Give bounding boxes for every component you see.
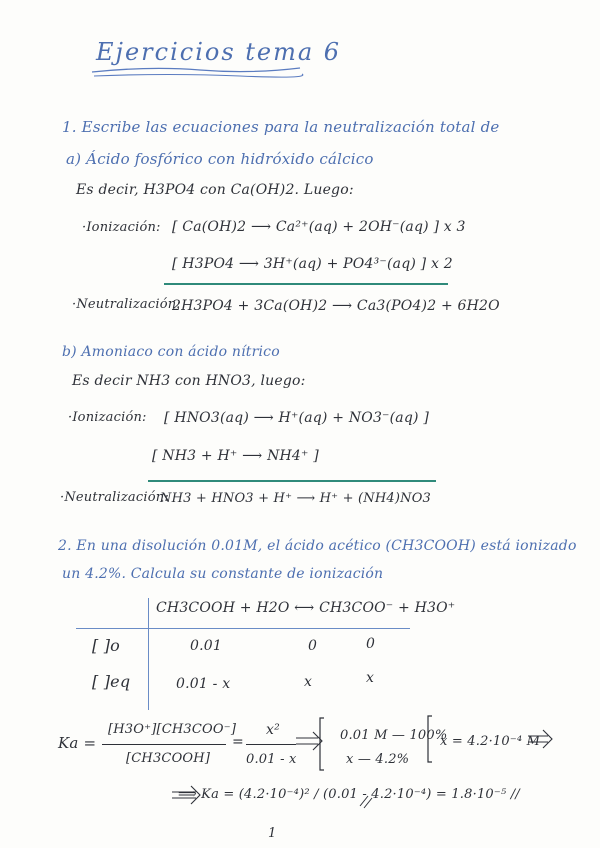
q2-statement-line2: un 4.2%. Calcula su constante de ionización (62, 566, 384, 582)
x-fraction-denominator: 0.01 - x (246, 752, 297, 767)
ice-row-initial-label: [ ]o (92, 636, 121, 655)
q1a-ionizacion-label: ·Ionización: (82, 220, 161, 235)
q1b-ionization-eq1: [ HNO3(aq) ⟶ H⁺(aq) + NO3⁻(aq) ] (164, 410, 429, 426)
q1b-neutralizacion-label: ·Neutralización: (60, 490, 169, 505)
q1a-heading: a) Ácido fosfórico con hidróxido cálcico (66, 150, 374, 168)
ice-table-header: CH3COOH + H2O ⟷ CH3COO⁻ + H3O⁺ (156, 600, 456, 616)
q1-statement-line1: 1. Escribe las ecuaciones para la neutralización total de (62, 118, 500, 136)
q1a-neutralizacion-label: ·Neutralización: (72, 297, 181, 312)
ice-row-initial-c3: 0 (366, 636, 376, 652)
proportion-line2: x — 4.2% (346, 752, 410, 767)
ka-equals: = (232, 734, 244, 750)
proportion-line1: 0.01 M — 100% (340, 728, 448, 743)
q1b-neutralization-eq: NH3 + HNO3 + H⁺ ⟶ H⁺ + (NH4)NO3 (160, 491, 432, 506)
q1a-ionization-eq2: [ H3PO4 ⟶ 3H⁺(aq) + PO4³⁻(aq) ] x 2 (172, 256, 453, 272)
q1a-ionization-eq1: [ Ca(OH)2 ⟶ Ca²⁺(aq) + 2OH⁻(aq) ] x 3 (172, 219, 466, 235)
q1b-es-decir: Es decir NH3 con HNO3, luego: (72, 373, 306, 389)
ice-row-eq-c2: x (304, 674, 313, 690)
ka-numerator: [H3O⁺][CH3COO⁻] (108, 722, 237, 737)
page-title: Ejercicios tema 6 (96, 38, 342, 66)
q2-statement-line1: 2. En una disolución 0.01M, el ácido acético (CH3COOH) está ionizado (58, 538, 577, 554)
ka-denominator: [CH3COOH] (126, 751, 211, 766)
ice-row-initial-c1: 0.01 (190, 638, 222, 654)
ice-row-eq-label: [ ]eq (92, 672, 131, 691)
q1b-heading: b) Amoniaco con ácido nítrico (62, 344, 280, 360)
x-result: x = 4.2·10⁻⁴ M (440, 734, 541, 749)
q1a-neutralization-eq: 2H3PO4 + 3Ca(OH)2 ⟶ Ca3(PO4)2 + 6H2O (172, 298, 500, 314)
ice-row-eq-c1: 0.01 - x (176, 676, 231, 692)
x-fraction-numerator: x² (266, 722, 280, 738)
page-number: 1 (268, 826, 277, 841)
ka-label: Ka = (58, 734, 97, 752)
q1a-es-decir: Es decir, H3PO4 con Ca(OH)2. Luego: (76, 182, 354, 198)
q1b-ionization-eq2: [ NH3 + H⁺ ⟶ NH4⁺ ] (152, 448, 319, 464)
ka-final-result: ⟹ Ka = (4.2·10⁻⁴)² / (0.01 - 4.2·10⁻⁴) = 1.8·10⁻⁵ // (178, 787, 520, 802)
q1b-ionizacion-label: ·Ionización: (68, 410, 147, 425)
ice-row-initial-c2: 0 (308, 638, 318, 654)
ice-row-eq-c3: x (366, 670, 375, 686)
